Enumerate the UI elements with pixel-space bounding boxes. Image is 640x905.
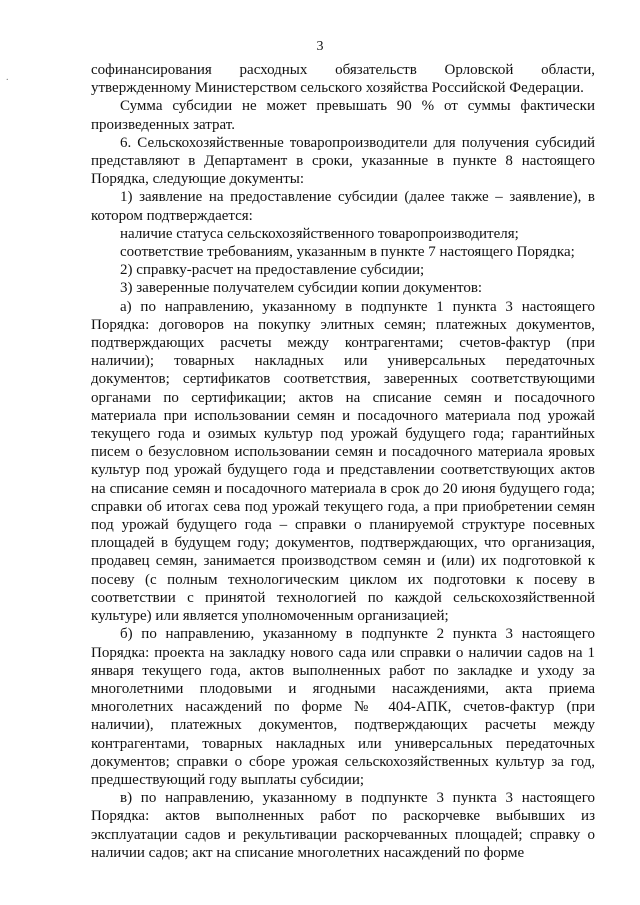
- margin-mark: .: [6, 72, 9, 83]
- paragraph-cofinancing: софинансирования расходных обязательств Орловской области, утвержденному Министерством сельского хозяйства Российской Федерации.: [91, 62, 595, 97]
- paragraph-subitem-b: б) по направлению, указанному в подпункте 2 пункта 3 настоящего Порядка: проекта на закладку нового сада или справки о наличии садов на 1 января текущего года, актов выполненных работ по закладке и уходу за многолетними плодовыми и ягодными насаждениями, акта приема многолетних насаждений по форме № 404-АПК, счетов-фактур (при наличии), платежных документов, подтверждающих расчеты между контрагентами, товарных накладных или универсальных передаточных документов; справки о сборе урожая сельскохозяйственных культур за год, предшествующий году выплаты субсидии;: [91, 626, 595, 788]
- paragraph-subitem-v: в) по направлению, указанному в подпункте 3 пункта 3 настоящего Порядка: актов выполненных работ по раскорчевке выбывших из эксплуатации садов и рекультивации раскорчеванных площадей; справку о наличии садов; акт на списание многолетних насаждений по форме: [91, 790, 595, 861]
- paragraph-application: 1) заявление на предоставление субсидии (далее также – заявление), в котором подтверждается:: [91, 189, 595, 224]
- document-body: [91, 61, 595, 862]
- page-number: 3: [316, 39, 324, 54]
- paragraph-subsidy-limit: Сумма субсидии не может превышать 90 % от суммы фактически произведенных затрат.: [91, 98, 595, 133]
- paragraph-item-6: 6. Сельскохозяйственные товаропроизводители для получения субсидий представляют в Департамент в сроки, указанные в пункте 8 настоящего Порядка, следующие документы:: [91, 134, 595, 188]
- paragraph-calculation: 2) справку-расчет на предоставление субсидии;: [120, 262, 425, 279]
- paragraph-certified-copies: 3) заверенные получателем субсидии копии документов:: [120, 280, 483, 297]
- paragraph-requirements: соответствие требованиям, указанным в пункте 7 настоящего Порядка;: [120, 244, 575, 261]
- paragraph-subitem-a: а) по направлению, указанному в подпункте 1 пункта 3 настоящего Порядка: договоров на покупку элитных семян; платежных документов, подтверждающих расчеты между контрагентами; счетов-фактур (при наличии); товарных накладных или универсальных передаточных документов; сертификатов соответствия, заверенных соответствующими органами по сертификации; актов на списание семян и посадочного материала при использовании семян и посадочного материала под урожай текущего года и озимых культур под урожай будущего года; гарантийных писем о безусловном использовании семян и посадочного материала яровых культур под урожай будущего года и представлении соответствующих актов на списание семян и посадочного материала в срок до 20 июня будущего года; справки об итогах сева под урожай текущего года, а при приобретении семян под урожай будущего года – справки о планируемой структуре посевных площадей в будущем году; документов, подтверждающих, что организация, продавец семян, занимается производством семян и (или) их подготовкой к посеву (с полным технологическим циклом их подготовки к посеву в соответствии с принятой технологией по каждой сельскохозяйственной культуре) или является уполномоченным организацией;: [91, 298, 595, 625]
- paragraph-producer-status: наличие статуса сельскохозяйственного товаропроизводителя;: [120, 225, 519, 242]
